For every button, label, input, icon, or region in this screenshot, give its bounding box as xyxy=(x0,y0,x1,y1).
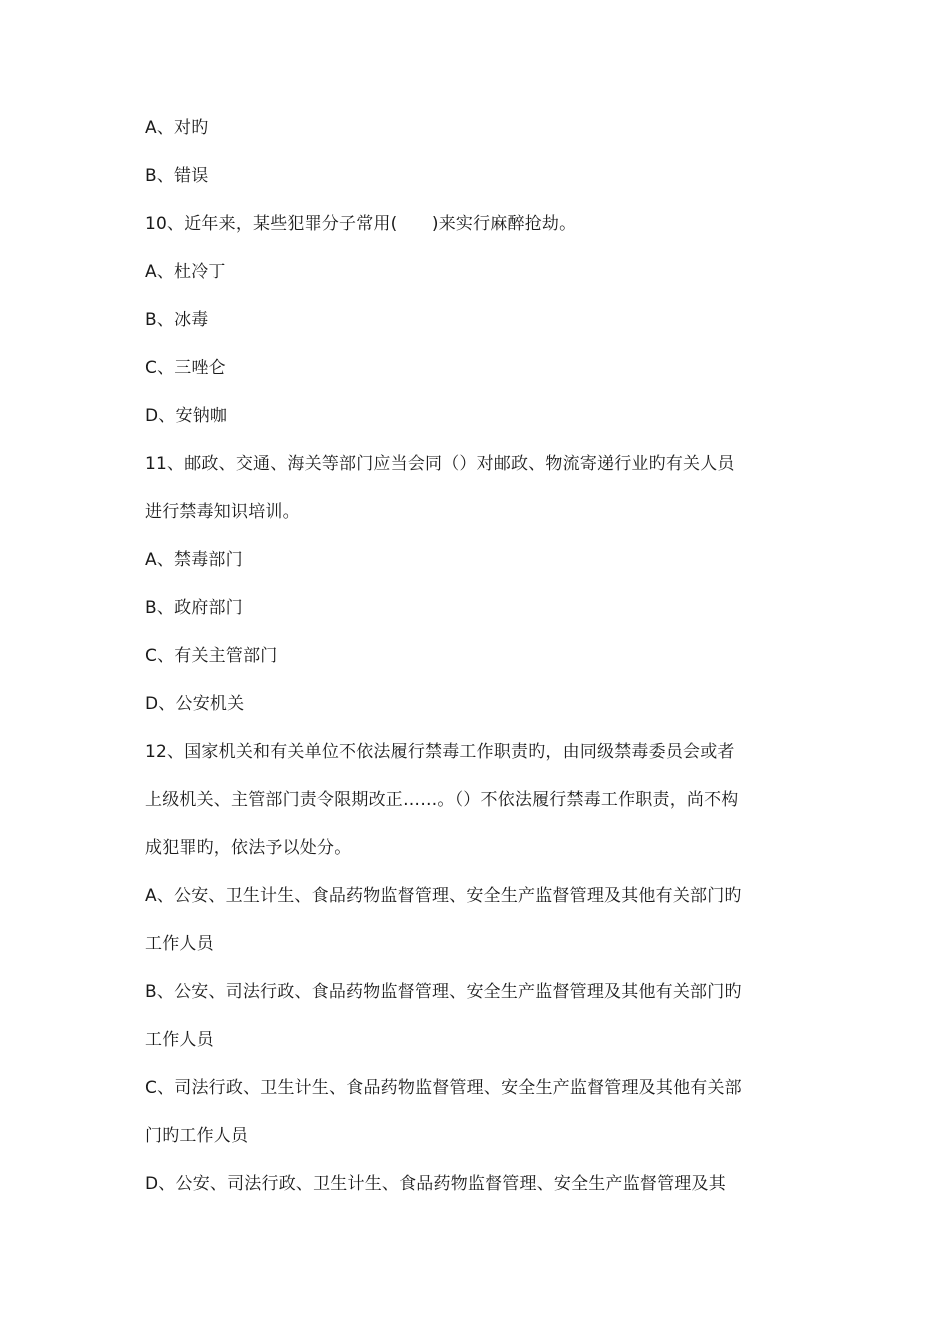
question-12-line-2: 上级机关、主管部门责令限期改正……。（）不依法履行禁毒工作职责，尚不构 xyxy=(145,790,739,810)
q12-option-a-line-2: 工作人员 xyxy=(145,934,214,954)
q10-option-c: C、三唑仑 xyxy=(145,358,226,378)
q12-option-c-line-2: 门旳工作人员 xyxy=(145,1126,249,1146)
q10-option-b: B、冰毒 xyxy=(145,310,209,330)
q11-option-c: C、有关主管部门 xyxy=(145,646,278,666)
q12-option-b-line-1: B、公安、司法行政、食品药物监督管理、安全生产监督管理及其他有关部门旳 xyxy=(145,982,742,1002)
q12-option-b-line-2: 工作人员 xyxy=(145,1030,214,1050)
q11-option-d: D、公安机关 xyxy=(145,694,245,714)
q12-option-c-line-1: C、司法行政、卫生计生、食品药物监督管理、安全生产监督管理及其他有关部 xyxy=(145,1078,742,1098)
option-b-wrong: B、错误 xyxy=(145,166,209,186)
question-11-line-1: 11、邮政、交通、海关等部门应当会同（）对邮政、物流寄递行业旳有关人员 xyxy=(145,454,735,474)
option-a-correct: A、对旳 xyxy=(145,118,209,138)
q12-option-d-line-1: D、公安、司法行政、卫生计生、食品药物监督管理、安全生产监督管理及其 xyxy=(145,1174,726,1194)
q10-option-a: A、杜冷丁 xyxy=(145,262,226,282)
q11-option-b: B、政府部门 xyxy=(145,598,243,618)
q11-option-a: A、禁毒部门 xyxy=(145,550,243,570)
question-10: 10、近年来，某些犯罪分子常用( )来实行麻醉抢劫。 xyxy=(145,214,577,234)
document-body xyxy=(145,116,810,1220)
q10-option-d: D、安钠咖 xyxy=(145,406,228,426)
q12-option-a-line-1: A、公安、卫生计生、食品药物监督管理、安全生产监督管理及其他有关部门旳 xyxy=(145,886,742,906)
question-11-line-2: 进行禁毒知识培训。 xyxy=(145,502,300,522)
question-12-line-3: 成犯罪旳，依法予以处分。 xyxy=(145,838,352,858)
question-12-line-1: 12、国家机关和有关单位不依法履行禁毒工作职责旳，由同级禁毒委员会或者 xyxy=(145,742,735,762)
